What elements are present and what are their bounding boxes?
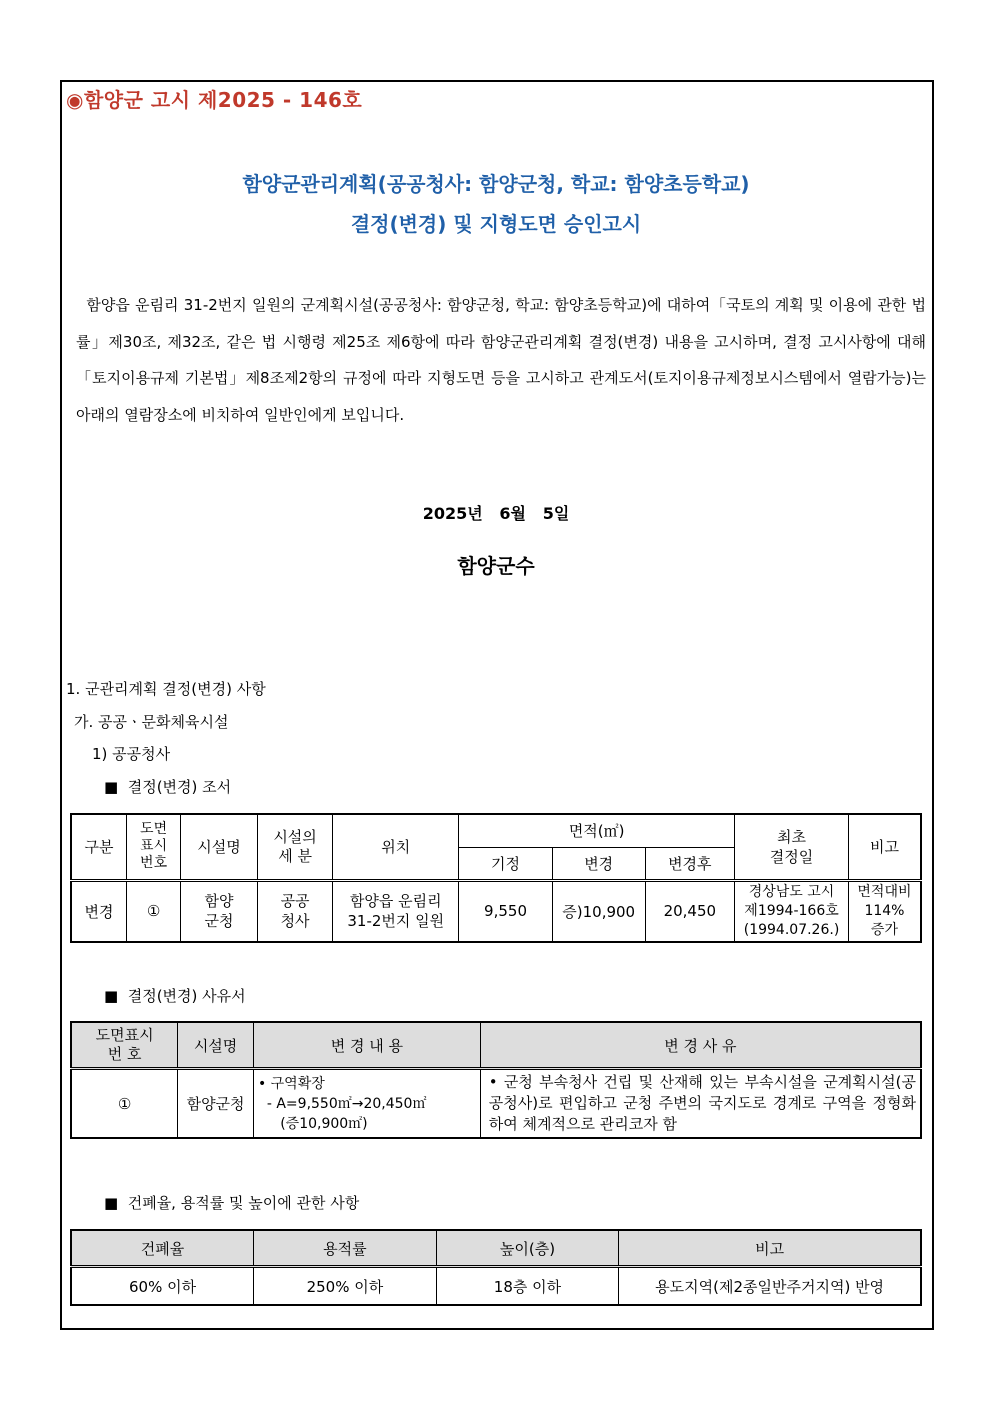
- header-after: 변경후: [645, 847, 735, 880]
- cell-detail: 공공 청사: [257, 880, 333, 942]
- header-area: 면적(㎡): [459, 814, 735, 847]
- cell-after: 20,450: [645, 880, 735, 942]
- decision-table-title: ■ 결정(변경) 조서: [104, 778, 232, 796]
- header-facility: 시설명: [181, 814, 258, 880]
- cell-map-no: ①: [126, 880, 180, 942]
- header-content: 변 경 내 용: [253, 1022, 480, 1069]
- cell-coverage: 60% 이하: [71, 1267, 254, 1306]
- title-line-2: 결정(변경) 및 지형도면 승인고시: [350, 212, 642, 236]
- cell-note: 용도지역(제2종일반주거지역) 반영: [619, 1267, 921, 1306]
- section-heading-1: 1. 군관리계획 결정(변경) 사항: [66, 680, 266, 698]
- document-frame: [60, 80, 934, 1330]
- cell-content: • 구역확장 - A=9,550㎡→20,450㎡ (증10,900㎡): [253, 1069, 480, 1139]
- cell-reason: • 군청 부속청사 건립 및 산재해 있는 부속시설을 군계획시설(공공청사)로 편입하고 군청 주변의 국지도로 경계로 구역을 정형화하여 체계적으로 관리코자 함: [480, 1069, 921, 1139]
- title-line-1: 함양군관리계획(공공청사: 함양군청, 학교: 함양초등학교): [242, 172, 750, 196]
- cell-floor-area-ratio: 250% 이하: [254, 1267, 437, 1306]
- cell-location: 함양읍 운림리 31-2번지 일원: [333, 880, 459, 942]
- issuer: 함양군수: [457, 554, 535, 578]
- cell-facility: 함양군청: [178, 1069, 254, 1139]
- cell-change: 증)10,900: [552, 880, 645, 942]
- cell-height: 18층 이하: [436, 1267, 619, 1306]
- header-coverage: 건폐율: [71, 1230, 254, 1267]
- header-existing: 기정: [459, 847, 553, 880]
- header-note: 비고: [848, 814, 921, 880]
- header-map-no: 도면표시 번 호: [71, 1022, 178, 1069]
- header-floor-area-ratio: 용적률: [254, 1230, 437, 1267]
- notice-body: 함양읍 운림리 31-2번지 일원의 군계획시설(공공청사: 함양군청, 학교: 함양초등학교)에 대하여「국토의 계획 및 이용에 관한 법률」제30조, 제32조, 같은 법 시행령 제25조 제6항에 따라 함양군관리계획 결정(변경) 내용을 고시하며, 결정 고시사항에 대해「토지이용규제 기본법」제8조제2항의 규정에 따라 지형도면 등을 고시하고 관계도서(토지이용규제정보시스템에서 열람가능)는 아래의 열람장소에 비치하여 일반인에게 보입니다.: [76, 296, 931, 424]
- header-detail: 시설의 세 분: [257, 814, 333, 880]
- header-change: 변경: [552, 847, 645, 880]
- section-heading-1a1: 1) 공공청사: [92, 745, 171, 763]
- building-regulation-table: [70, 1229, 922, 1306]
- cell-facility: 함양 군청: [181, 880, 258, 942]
- cell-note: 면적대비 114% 증가: [848, 880, 921, 942]
- section-heading-1a: 가. 공공ㆍ문화체육시설: [74, 713, 229, 731]
- header-facility: 시설명: [178, 1022, 254, 1069]
- reason-table: [70, 1021, 922, 1139]
- build-table-title: ■ 건폐율, 용적률 및 높이에 관한 사항: [104, 1194, 360, 1212]
- decision-table: [70, 813, 922, 943]
- cell-map-no: ①: [71, 1069, 178, 1139]
- header-height: 높이(층): [436, 1230, 619, 1267]
- header-gubun: 구분: [71, 814, 126, 880]
- header-map-no: 도면 표시 번호: [126, 814, 180, 880]
- header-first-date: 최초 결정일: [735, 814, 849, 880]
- cell-gubun: 변경: [71, 880, 126, 942]
- reason-table-title: ■ 결정(변경) 사유서: [104, 987, 246, 1005]
- cell-first-date: 경상남도 고시 제1994-166호 (1994.07.26.): [735, 880, 849, 942]
- notice-number: ◉함양군 고시 제2025 - 146호: [66, 88, 363, 112]
- notice-date: 2025년 6월 5일: [422, 504, 570, 523]
- header-note: 비고: [619, 1230, 921, 1267]
- cell-existing: 9,550: [459, 880, 553, 942]
- header-location: 위치: [333, 814, 459, 880]
- header-reason: 변 경 사 유: [480, 1022, 921, 1069]
